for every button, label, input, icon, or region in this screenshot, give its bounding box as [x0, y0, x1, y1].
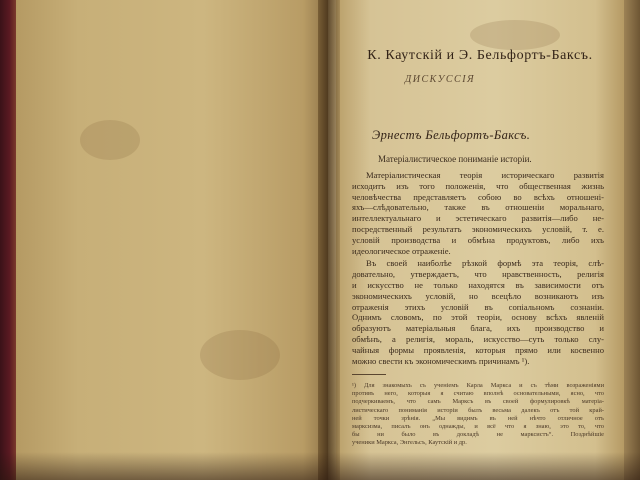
body-line: можно свести къ экономическимъ причинамъ ¹).: [352, 355, 530, 366]
footnote-line: противъ него, которыя я считаю вполнѣ основательными, ясно, что: [352, 390, 604, 398]
body-line: экономическихъ условій, но всецѣло возникаютъ изъ: [352, 290, 604, 301]
book-cover-edge: [0, 0, 16, 480]
body-line: довательно, утверждаетъ, что нравственность, религія: [352, 269, 604, 280]
body-line: яхъ—слѣдовательно, также въ отношеніи моральнаго,: [352, 202, 604, 213]
footnote-line: подчеркиваемъ, что самъ Марксъ въ своей формулировкѣ матеріа-: [352, 398, 604, 406]
paper-stain: [200, 330, 280, 380]
body-line: Однимъ словомъ, по этой теоріи, основу всѣхъ явленій: [352, 312, 604, 323]
footnote-rule: [352, 374, 386, 375]
author-name: Эрнестъ Бельфортъ-Баксъ.: [372, 128, 531, 142]
body-line: идеологическое отраженіе.: [352, 245, 451, 256]
body-line: чайныя формы проявленія, которыя прямо или косвенно: [352, 344, 604, 355]
footnote-line: ¹) Для знакомыхъ съ ученіемъ Карла Маркса и съ тѣми возраженіями: [352, 382, 604, 389]
body-line: посредственный результатъ экономическихъ условій, т. е.: [352, 223, 604, 234]
paper-stain: [80, 120, 140, 160]
body-text: [352, 170, 604, 366]
body-line: Въ своей наиболѣе рѣзкой формѣ эта теорія, слѣ-: [366, 258, 604, 269]
footnote-line: листическаго пониманія исторіи былъ весьма далекъ отъ той край-: [352, 406, 604, 414]
footnote-line: марксизма, писалъ онъ однажды, и всё что я знаю, это то, что: [352, 423, 604, 431]
footnote-line: ученики Маркса, Энгельсъ, Каутскій и др.: [352, 439, 467, 447]
footnote-text: [352, 382, 604, 448]
book-gutter: [318, 0, 340, 480]
body-line: Матеріалистическая теорія историческаго развитія: [366, 170, 604, 180]
body-line: условій производства и обмѣна продуктовъ, либо ихъ: [352, 234, 604, 245]
footnote-line: бы ни было въ докладѣ не марксистъ“. Позднѣйшіе: [352, 431, 604, 439]
body-line: интеллектуальнаго и эстетическаго развитія—либо не-: [352, 213, 604, 224]
body-line: человѣчества представляетъ собою во всѣхъ отношені-: [352, 191, 604, 202]
page-block-edge: [624, 0, 640, 480]
body-line: обмѣнъ, а религія, мораль, искусство—суть только слу-: [352, 333, 604, 344]
paper-stain: [470, 20, 560, 50]
article-subheading: ДИСКУССІЯ: [404, 74, 476, 85]
left-page-blank: [16, 0, 328, 480]
body-line: образуютъ матеріальныя блага, ихъ производство и: [352, 323, 604, 334]
body-line: исходитъ изъ того положенія, что общественная жизнь: [352, 180, 604, 191]
body-line: и искусство не только находятся въ зависимости отъ: [352, 279, 604, 290]
article-heading: К. Каутскій и Э. Бельфортъ-Баксъ.: [367, 48, 593, 63]
bottom-shadow: [0, 452, 640, 480]
footnote-line: ней точки зрѣнія. „Мы видимъ въ ней нѣчто отличное отъ: [352, 414, 604, 422]
body-line: отраженія этихъ условій въ сопіальномъ сознаніи.: [352, 301, 604, 312]
section-title: Матеріалистическое пониманіе исторіи.: [378, 154, 532, 164]
